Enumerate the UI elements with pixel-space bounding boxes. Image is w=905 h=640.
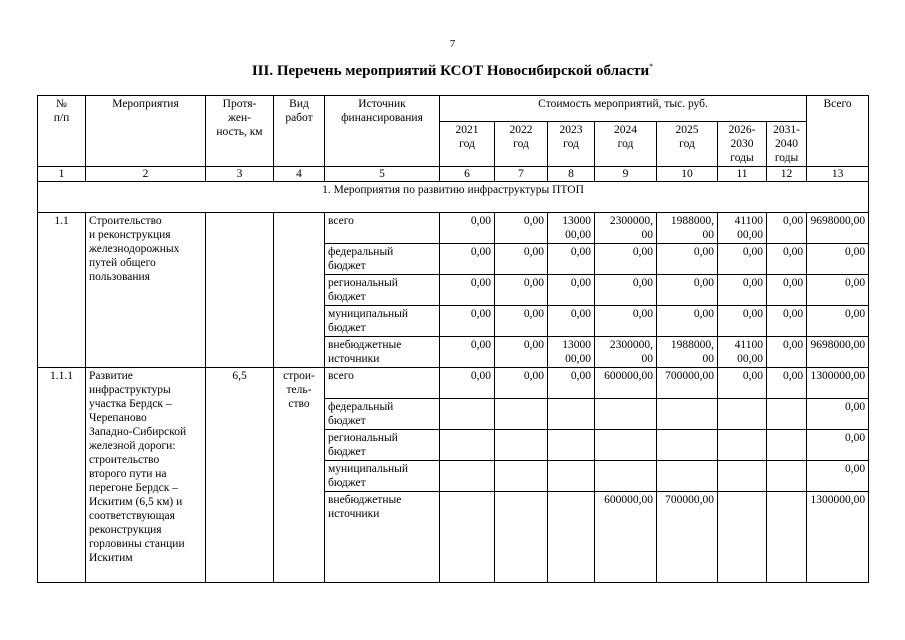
total-cell: 0,00	[807, 275, 869, 306]
cost-cell	[548, 430, 595, 461]
cost-cell: 0,00	[495, 213, 548, 244]
header-work-type: Вид работ	[274, 96, 325, 167]
cost-cell	[657, 399, 718, 430]
header-year: 2031- 2040 годы	[767, 122, 807, 167]
cost-cell: 0,00	[548, 306, 595, 337]
cost-cell: 0,00	[767, 244, 807, 275]
table-row	[38, 368, 869, 399]
column-number: 7	[495, 167, 548, 182]
header-total: Всего	[807, 96, 869, 167]
cost-cell	[595, 399, 657, 430]
item-work-type	[274, 213, 325, 368]
financing-source: внебюджетные источники	[325, 337, 440, 368]
total-cell: 0,00	[807, 461, 869, 492]
column-number: 4	[274, 167, 325, 182]
cost-cell: 0,00	[548, 275, 595, 306]
cost-cell: 41100 00,00	[718, 337, 767, 368]
financing-source: федеральный бюджет	[325, 244, 440, 275]
cost-cell: 0,00	[657, 244, 718, 275]
cost-cell	[767, 492, 807, 583]
cost-cell: 600000,00	[595, 368, 657, 399]
cost-cell: 13000 00,00	[548, 213, 595, 244]
cost-cell: 0,00	[440, 275, 495, 306]
cost-cell	[440, 461, 495, 492]
total-cell: 1300000,00	[807, 492, 869, 583]
header-cost: Стоимость мероприятий, тыс. руб.	[440, 96, 807, 122]
cost-cell: 0,00	[718, 306, 767, 337]
cost-cell: 0,00	[440, 368, 495, 399]
cost-cell	[440, 430, 495, 461]
header-event: Мероприятия	[86, 96, 206, 167]
column-number: 2	[86, 167, 206, 182]
cost-cell	[495, 430, 548, 461]
column-number: 5	[325, 167, 440, 182]
cost-cell	[495, 399, 548, 430]
events-table	[37, 95, 869, 583]
table-row	[38, 213, 869, 244]
financing-source: региональный бюджет	[325, 275, 440, 306]
column-number: 8	[548, 167, 595, 182]
cost-cell: 0,00	[718, 244, 767, 275]
column-number: 3	[206, 167, 274, 182]
financing-source: внебюджетные источники	[325, 492, 440, 583]
financing-source: муниципальный бюджет	[325, 461, 440, 492]
section-title: 1. Мероприятия по развитию инфраструктуры ПТОП	[38, 182, 869, 213]
cost-cell	[718, 399, 767, 430]
cost-cell	[548, 461, 595, 492]
cost-cell	[767, 430, 807, 461]
page-number: 7	[449, 38, 456, 50]
cost-cell: 0,00	[440, 337, 495, 368]
header-year: 2024 год	[595, 122, 657, 167]
cost-cell	[767, 461, 807, 492]
title-footnote-mark: *	[649, 62, 654, 71]
cost-cell: 2300000, 00	[595, 213, 657, 244]
cost-cell: 0,00	[718, 275, 767, 306]
cost-cell	[657, 461, 718, 492]
financing-source: всего	[325, 213, 440, 244]
cost-cell	[595, 461, 657, 492]
header-source: Источник финансирования	[325, 96, 440, 167]
section-row	[38, 182, 869, 213]
cost-cell	[767, 399, 807, 430]
table-body	[38, 96, 869, 583]
title-text: III. Перечень мероприятий КСОТ Новосибирской области	[251, 63, 650, 79]
cost-cell: 0,00	[440, 244, 495, 275]
cost-cell	[440, 399, 495, 430]
cost-cell: 0,00	[767, 337, 807, 368]
cost-cell: 1988000, 00	[657, 213, 718, 244]
column-number: 1	[38, 167, 86, 182]
cost-cell: 600000,00	[595, 492, 657, 583]
cost-cell: 0,00	[767, 368, 807, 399]
cost-cell: 0,00	[657, 275, 718, 306]
cost-cell	[495, 461, 548, 492]
item-number: 1.1	[38, 213, 86, 368]
column-number-row	[38, 167, 869, 182]
item-name: Строительство и реконструкция железнодорожных путей общего пользования	[86, 213, 206, 368]
cost-cell: 0,00	[495, 337, 548, 368]
cost-cell: 0,00	[495, 368, 548, 399]
total-cell: 0,00	[807, 244, 869, 275]
header-row	[38, 96, 869, 122]
cost-cell: 0,00	[595, 244, 657, 275]
cost-cell	[595, 430, 657, 461]
cost-cell: 0,00	[495, 306, 548, 337]
financing-source: федеральный бюджет	[325, 399, 440, 430]
financing-source: муниципальный бюджет	[325, 306, 440, 337]
item-length: 6,5	[206, 368, 274, 583]
header-year: 2025 год	[657, 122, 718, 167]
cost-cell: 0,00	[718, 368, 767, 399]
cost-cell	[718, 461, 767, 492]
cost-cell: 0,00	[595, 306, 657, 337]
total-cell: 0,00	[807, 430, 869, 461]
cost-cell	[718, 430, 767, 461]
cost-cell: 0,00	[767, 213, 807, 244]
item-name: Развитие инфраструктуры участка Бердск – Черепаново Западно-Сибирской железной дороги: строительство второго пути на перегоне Бердск – Искитим (6,5 км) и соответствующая реконструкция горловины станции Искитим	[86, 368, 206, 583]
cost-cell: 13000 00,00	[548, 337, 595, 368]
cost-cell: 0,00	[495, 244, 548, 275]
header-num: № п/п	[38, 96, 86, 167]
cost-cell: 0,00	[495, 275, 548, 306]
cost-cell: 0,00	[767, 275, 807, 306]
column-number: 13	[807, 167, 869, 182]
column-number: 12	[767, 167, 807, 182]
cost-cell	[495, 492, 548, 583]
financing-source: всего	[325, 368, 440, 399]
cost-cell: 700000,00	[657, 492, 718, 583]
cost-cell: 0,00	[595, 275, 657, 306]
total-cell: 0,00	[807, 399, 869, 430]
column-number: 9	[595, 167, 657, 182]
item-length	[206, 213, 274, 368]
cost-cell: 1988000, 00	[657, 337, 718, 368]
total-cell: 9698000,00	[807, 337, 869, 368]
financing-source: региональный бюджет	[325, 430, 440, 461]
cost-cell	[548, 399, 595, 430]
header-year: 2021 год	[440, 122, 495, 167]
cost-cell: 700000,00	[657, 368, 718, 399]
cost-cell	[548, 492, 595, 583]
item-work-type: строи- тель- ство	[274, 368, 325, 583]
header-year: 2023 год	[548, 122, 595, 167]
cost-cell: 0,00	[440, 306, 495, 337]
header-year: 2022 год	[495, 122, 548, 167]
column-number: 11	[718, 167, 767, 182]
column-number: 6	[440, 167, 495, 182]
cost-cell: 41100 00,00	[718, 213, 767, 244]
page-title	[0, 62, 905, 80]
header-length: Протя- жен- ность, км	[206, 96, 274, 167]
cost-cell	[718, 492, 767, 583]
cost-cell: 2300000, 00	[595, 337, 657, 368]
cost-cell: 0,00	[440, 213, 495, 244]
total-cell: 0,00	[807, 306, 869, 337]
cost-cell: 0,00	[548, 244, 595, 275]
cost-cell	[440, 492, 495, 583]
total-cell: 9698000,00	[807, 213, 869, 244]
cost-cell	[657, 430, 718, 461]
column-number: 10	[657, 167, 718, 182]
header-year: 2026- 2030 годы	[718, 122, 767, 167]
total-cell: 1300000,00	[807, 368, 869, 399]
item-number: 1.1.1	[38, 368, 86, 583]
cost-cell: 0,00	[548, 368, 595, 399]
cost-cell: 0,00	[657, 306, 718, 337]
cost-cell: 0,00	[767, 306, 807, 337]
